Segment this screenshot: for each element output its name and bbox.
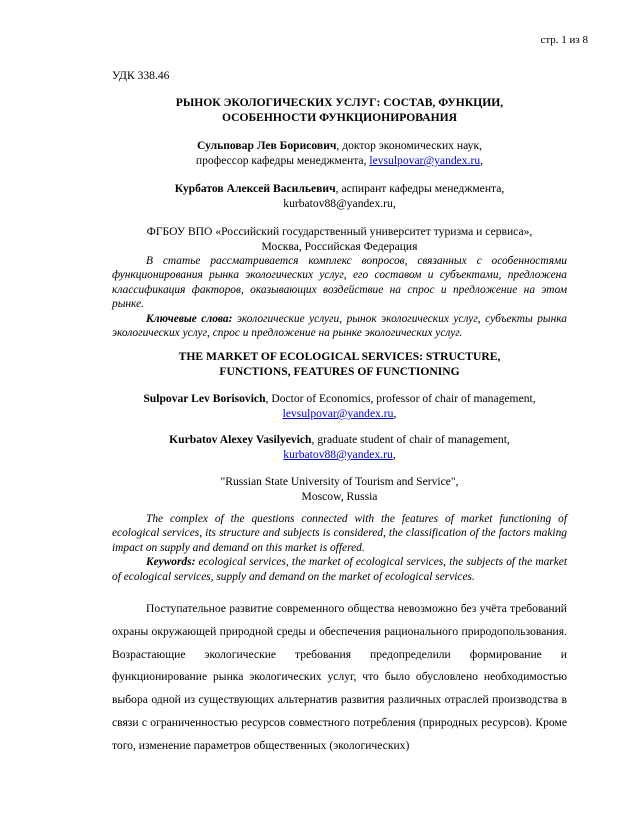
en-author1-tail: , xyxy=(393,407,397,420)
ru-author1-tail: , xyxy=(480,154,484,167)
ru-keywords xyxy=(112,312,567,341)
ru-author1 xyxy=(112,138,567,168)
en-author2 xyxy=(112,432,567,462)
udk-code: УДК 338.46 xyxy=(112,69,170,82)
en-author1-name: Sulpovar Lev Borisovich xyxy=(143,392,266,405)
ru-abstract-section xyxy=(112,254,567,340)
en-abstract: The complex of the questions connected with the features of market functioning of ecological services, its structure and subjects is considered, the classification of the factors making impact on supply and demand on this market is offered. xyxy=(112,513,567,554)
ru-author2-email: kurbatov88@yandex.ru, xyxy=(283,197,396,210)
en-title-line1: THE MARKET OF ECOLOGICAL SERVICES: STRUCTURE, xyxy=(178,350,501,363)
ru-author1-desc2: профессор кафедры менеджмента, xyxy=(195,154,370,167)
ru-keywords-label: Ключевые слова: xyxy=(146,312,233,325)
ru-title-line2: ОСОБЕННОСТИ ФУНКЦИОНИРОВАНИЯ xyxy=(221,111,458,124)
en-abstract-section xyxy=(112,512,567,584)
en-author2-name: Kurbatov Alexey Vasilyevich xyxy=(169,433,312,446)
en-author1-desc: , Doctor of Economics, professor of chair of management, xyxy=(265,392,536,405)
page-number: стр. 1 из 8 xyxy=(540,34,588,46)
en-author1-email-link[interactable]: levsulpovar@yandex.ru xyxy=(282,407,394,420)
en-author2-desc: , graduate student of chair of management, xyxy=(311,433,510,446)
ru-author1-desc: , доктор экономических наук, xyxy=(336,139,482,152)
en-affil-line2: Moscow, Russia xyxy=(301,490,378,503)
ru-author1-name: Сульповар Лев Борисович xyxy=(197,139,337,152)
ru-abstract: В статье рассматривается комплекс вопросов, связанных с особенностями функционирования рынка экологических услуг, его составом и субъектами, предложена классификация факторов, оказывающих воздействие на спрос и предложение на этом рынке. xyxy=(112,255,567,311)
ru-author1-email-link[interactable]: levsulpovar@yandex.ru xyxy=(369,154,481,167)
ru-title xyxy=(112,95,567,125)
en-keywords-text: ecological services, the market of ecological services, the subjects of the market of ecological services, supply and demand on the market of ecological services. xyxy=(112,556,567,583)
en-affiliation xyxy=(112,474,567,504)
ru-keywords-text: экологические услуги, рынок экологических услуг, субъекты рынка экологических услуг, спрос и предложение на рынке экологических услуг. xyxy=(112,312,567,340)
en-author1 xyxy=(112,391,567,421)
en-keywords xyxy=(112,555,567,584)
ru-author2-desc: , аспирант кафедры менеджмента, xyxy=(335,182,505,195)
ru-affil-line1: ФГБОУ ВПО «Российский государственный университет туризма и сервиса», xyxy=(146,225,533,238)
ru-author2 xyxy=(112,181,567,211)
en-title xyxy=(112,349,567,379)
ru-title-line1: РЫНОК ЭКОЛОГИЧЕСКИХ УСЛУГ: СОСТАВ, ФУНКЦИИ, xyxy=(175,96,504,109)
ru-affiliation xyxy=(112,224,567,254)
ru-author2-name: Курбатов Алексей Васильевич xyxy=(174,182,336,195)
en-title-line2: FUNCTIONS, FEATURES OF FUNCTIONING xyxy=(219,365,460,378)
body-paragraph: Поступательное развитие современного общества невозможно без учёта требований охраны окружающей природной среды и обеспечения рационального природопользования. Возрастающие экологические требования предопределили формирование и функционирование рынка экологических услуг, что было обусловлено необходимостью выбора одной из существующих альтернатив развития различных отраслей производства в связи с ограниченностью ресурсов совместного потребления (природных ресурсов). Кроме того, изменение параметров общественных (экологических) xyxy=(112,602,567,752)
en-keywords-label: Keywords: xyxy=(146,556,196,569)
en-author2-email-link[interactable]: kurbatov88@yandex.ru xyxy=(283,448,393,461)
en-author2-tail: , xyxy=(392,448,396,461)
en-affil-line1: "Russian State University of Tourism and Service", xyxy=(220,475,459,488)
ru-affil-line2: Москва, Российская Федерация xyxy=(261,240,418,253)
